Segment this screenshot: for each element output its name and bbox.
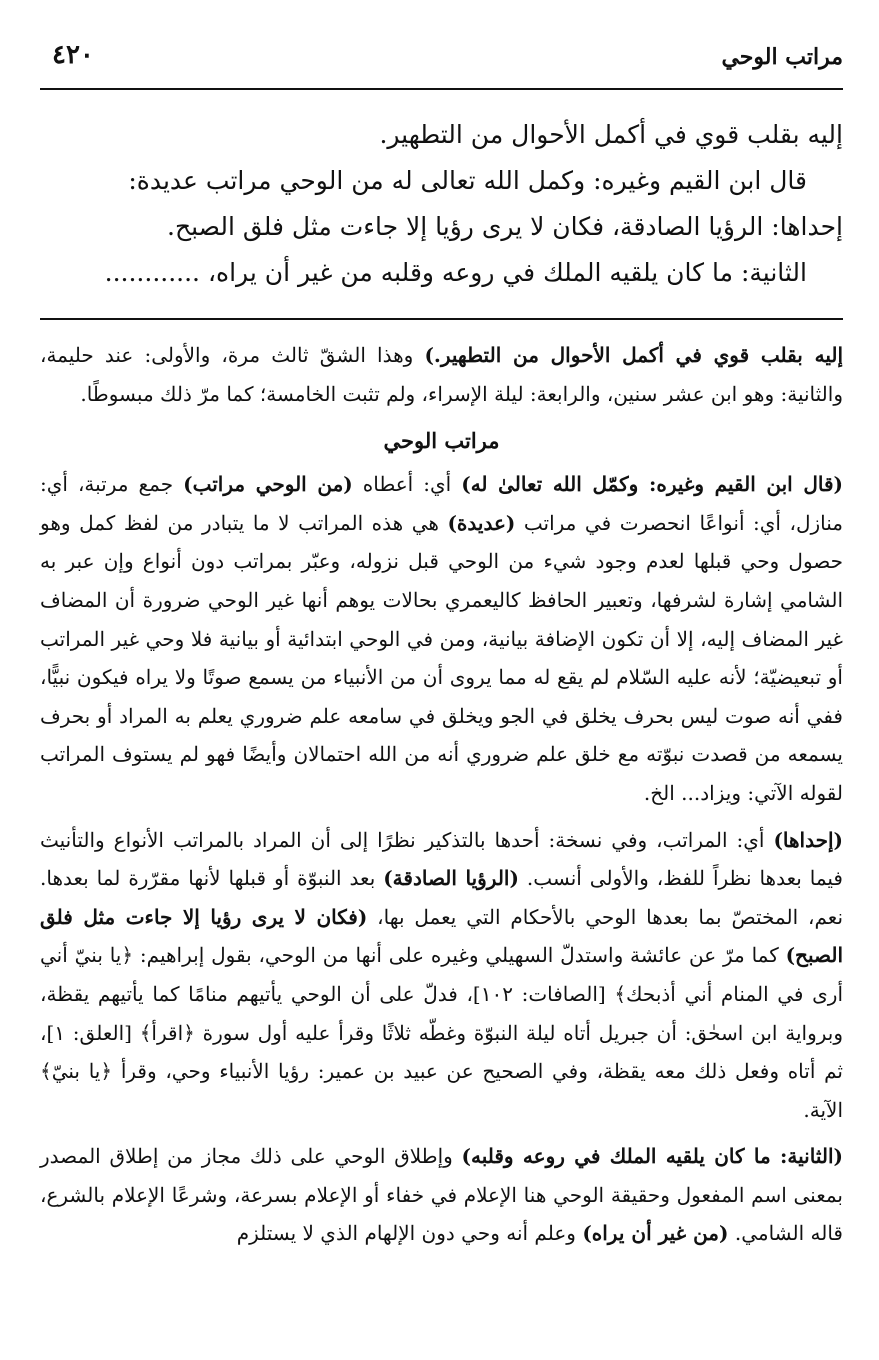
main-text-line: الثانية: ما كان يلقيه الملك في روعه وقلبه من غير أن يراه، ............ [104,258,807,287]
section-divider [40,318,843,320]
commentary-text: أي: المراتب، وفي نسخة: أحدها بالتذكير نظرًا إلى أن المراد بالمراتب الأنواع والتأنيث فيما بعدها نظراً للفظ، والأولى أنسب. [40,827,843,891]
page-header [40,36,843,90]
commentary-paragraph [40,336,843,413]
quoted-text: (من غير أن يراه) [582,1221,729,1246]
page-number: ٤٢٠ [52,40,94,70]
commentary-text: وإطلاق الوحي على ذلك مجاز من إطلاق المصدر بمعنى اسم المفعول وحقيقة الوحي هنا الإعلام في خفاء أو الإعلام بسرعة، وشرعًا الإعلام بالشرع، قاله الشامي. [40,1144,843,1246]
quoted-text: (إحداها) [773,827,843,852]
commentary-paragraph [40,1137,843,1253]
quoted-text: إليه بقلب قوي في أكمل الأحوال من التطهير.) [424,343,843,367]
commentary [40,336,843,1261]
commentary-text: هي هذه المراتب لا ما يتبادر من لفظ كمل وهو حصول وحي قبلها لعدم وجود شيء من الوحي قبل نزوله، وعبّر بمراتب دون أنواع وإن عبر به الشامي إشارة لشرفها، وتعبير الحافظ كاليعمري بحالات يوهم أنها غير الوحي ضرورة أن المضاف غير المضاف إليه، إلا أن تكون الإضافة بيانية، ومن في الوحي ابتدائية أو بيانية فلا وحي غير المراتب أو تبعيضيّة؛ لأنه عليه السّلام لم يقع له مما يروى أن من الأنبياء من يسمع صوتًا ولا يراه فيكون نبيًّا، ففي أنه صوت ليس بحرف يخلق في الجو ويخلق في سامعه علم ضروري يعلم به المراد أو بحرف يسمعه من قصدت نبوّته مع خلق علم ضروري أنه من الله احتمالان وأيضًا فهو لم يستوف المراتب لقوله الآتي: ويزاد... الخ. [40,510,843,805]
quoted-text: (عديدة) [447,510,516,535]
quoted-text: (الثانية: ما كان يلقيه الملك في روعه وقلبه) [461,1144,843,1169]
quoted-text: (قال ابن القيم وغيره: وكمّل الله تعالىٰ له) [461,472,843,497]
quoted-text: (الرؤيا الصادقة) [383,866,519,891]
quoted-text: (فكان لا يرى رؤيا إلا جاءت مثل فلق الصبح) [40,904,843,968]
main-text-line: إليه بقلب قوي في أكمل الأحوال من التطهير. [379,120,843,149]
commentary-text: بعد النبوّة أو قبلها لأنها مقرّرة لما بعدها. نعم، المختصّ بما بعدها الوحي بالأحكام التي يعمل بها، [40,866,844,929]
commentary-paragraph [40,821,843,1130]
commentary-text: وعلم أنه وحي دون الإلهام الذي لا يستلزم [236,1221,583,1246]
main-text-line: إحداها: الرؤيا الصادقة، فكان لا يرى رؤيا إلا جاءت مثل فلق الصبح. [167,212,843,241]
main-text-line: قال ابن القيم وغيره: وكمل الله تعالى له من الوحي مراتب عديدة: [128,166,807,195]
commentary-text: وهذا الشقّ ثالث مرة، والأولى: عند حليمة، والثانية: وهو ابن عشر سنين، والرابعة: ليلة الإسراء، ولم تثبت الخامسة؛ كما مرّ ذلك مبسوطًا. [40,343,843,406]
commentary-text: كما مرّ عن عائشة واستدلّ السهيلي وغيره على أنها من الوحي، بقول إبراهيم: ﴿يا بنيّ أني أرى في المنام أني أذبحك﴾ [الصافات: ١٠٢]، فدلّ على أن الوحي يأتيهم منامًا كما يأتيهم يقظة، وبرواية ابن اسحٰق: أن جبريل أتاه ليلة النبوّة وغطّه ثلاثًا وقرأ عليه أول سورة ﴿اقرأ﴾ [العلق: ١]، ثم أتاه وفعل ذلك معه يقظة، وفي الصحيح عن عبيد بن عمير: رؤيا الأنبياء وحي، وقرأ ﴿يا بنيّ﴾ الآية. [40,943,843,1122]
commentary-text: أي: أعطاه [352,472,462,497]
commentary-paragraph [40,465,843,812]
main-text [40,112,843,296]
commentary-text: جمع مرتبة، أي: منازل، أي: أنواعًا انحصرت في مراتب [40,472,843,535]
section-heading: مراتب الوحي [383,428,500,454]
quoted-text: (من الوحي مراتب) [183,472,353,497]
running-title: مراتب الوحي [721,44,843,70]
